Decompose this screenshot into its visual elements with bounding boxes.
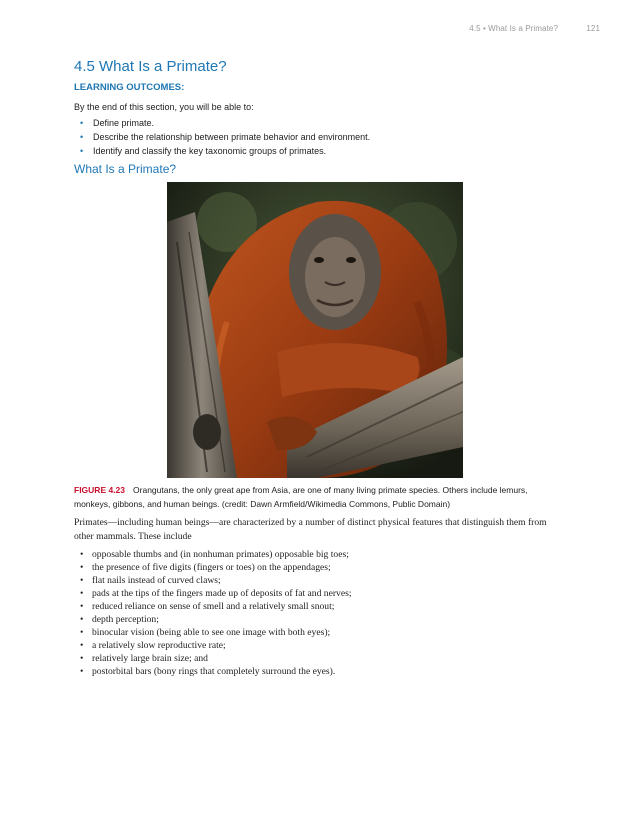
feature-text: reduced reliance on sense of smell and a relatively small snout; — [92, 601, 335, 612]
feature-text: binocular vision (being able to see one image with both eyes); — [92, 627, 331, 638]
learning-outcomes-heading: LEARNING OUTCOMES: — [74, 82, 185, 93]
bullet-icon: • — [80, 575, 84, 586]
feature-text: a relatively slow reproductive rate; — [92, 640, 226, 651]
bullet-icon: • — [80, 627, 84, 638]
page-number: 121 — [586, 24, 600, 33]
figure-caption-text: Orangutans, the only great ape from Asia, are one of many living primate species. Others include lemurs, monkeys, gibbons, and human beings. (credit: Dawn Armfield/Wikimedia Commons, Public Domain) — [74, 485, 528, 509]
bullet-icon: • — [80, 614, 84, 625]
bullet-icon: • — [80, 640, 84, 651]
feature-text: flat nails instead of curved claws; — [92, 575, 221, 586]
bullet-icon: • — [80, 588, 84, 599]
body-paragraph: Primates—including human beings—are characterized by a number of distinct physical features that distinguish them from other mammals. These include — [74, 517, 547, 542]
bullet-icon: • — [80, 132, 84, 142]
feature-item — [80, 665, 352, 678]
learning-outcome-text: Identify and classify the key taxonomic groups of primates. — [93, 146, 327, 156]
running-header-text: 4.5 • What Is a Primate? — [469, 24, 559, 33]
feature-item — [80, 548, 352, 561]
section-title: 4.5 What Is a Primate? — [74, 58, 227, 75]
feature-item — [80, 639, 352, 652]
orangutan-photo — [167, 182, 463, 478]
subsection-title: What Is a Primate? — [74, 162, 177, 176]
primate-features-list — [80, 548, 352, 678]
figure-caption — [74, 483, 554, 511]
bullet-icon: • — [80, 549, 84, 560]
learning-outcomes-list — [80, 116, 370, 158]
feature-item — [80, 574, 352, 587]
running-header — [469, 24, 600, 33]
bullet-icon: • — [80, 118, 84, 128]
feature-text: postorbital bars (bony rings that completely surround the eyes). — [92, 666, 336, 677]
feature-item — [80, 626, 352, 639]
feature-text: relatively large brain size; and — [92, 653, 208, 664]
bullet-icon: • — [80, 146, 84, 156]
feature-item — [80, 652, 352, 665]
learning-outcomes-intro: By the end of this section, you will be able to: — [74, 102, 254, 112]
feature-item — [80, 561, 352, 574]
figure-label: FIGURE 4.23 — [74, 485, 126, 495]
bullet-icon: • — [80, 666, 84, 677]
learning-outcome-text: Describe the relationship between primate behavior and environment. — [93, 132, 371, 142]
bullet-icon: • — [80, 601, 84, 612]
feature-text: the presence of five digits (fingers or toes) on the appendages; — [92, 562, 331, 573]
learning-outcome-item — [80, 116, 370, 130]
feature-text: depth perception; — [92, 614, 159, 625]
feature-item — [80, 587, 352, 600]
feature-text: pads at the tips of the fingers made up of deposits of fat and nerves; — [92, 588, 352, 599]
learning-outcome-item — [80, 130, 370, 144]
learning-outcome-text: Define primate. — [93, 118, 155, 128]
feature-text: opposable thumbs and (in nonhuman primates) opposable big toes; — [92, 549, 349, 560]
bullet-icon: • — [80, 653, 84, 664]
bullet-icon: • — [80, 562, 84, 573]
feature-item — [80, 613, 352, 626]
learning-outcome-item — [80, 144, 370, 158]
feature-item — [80, 600, 352, 613]
